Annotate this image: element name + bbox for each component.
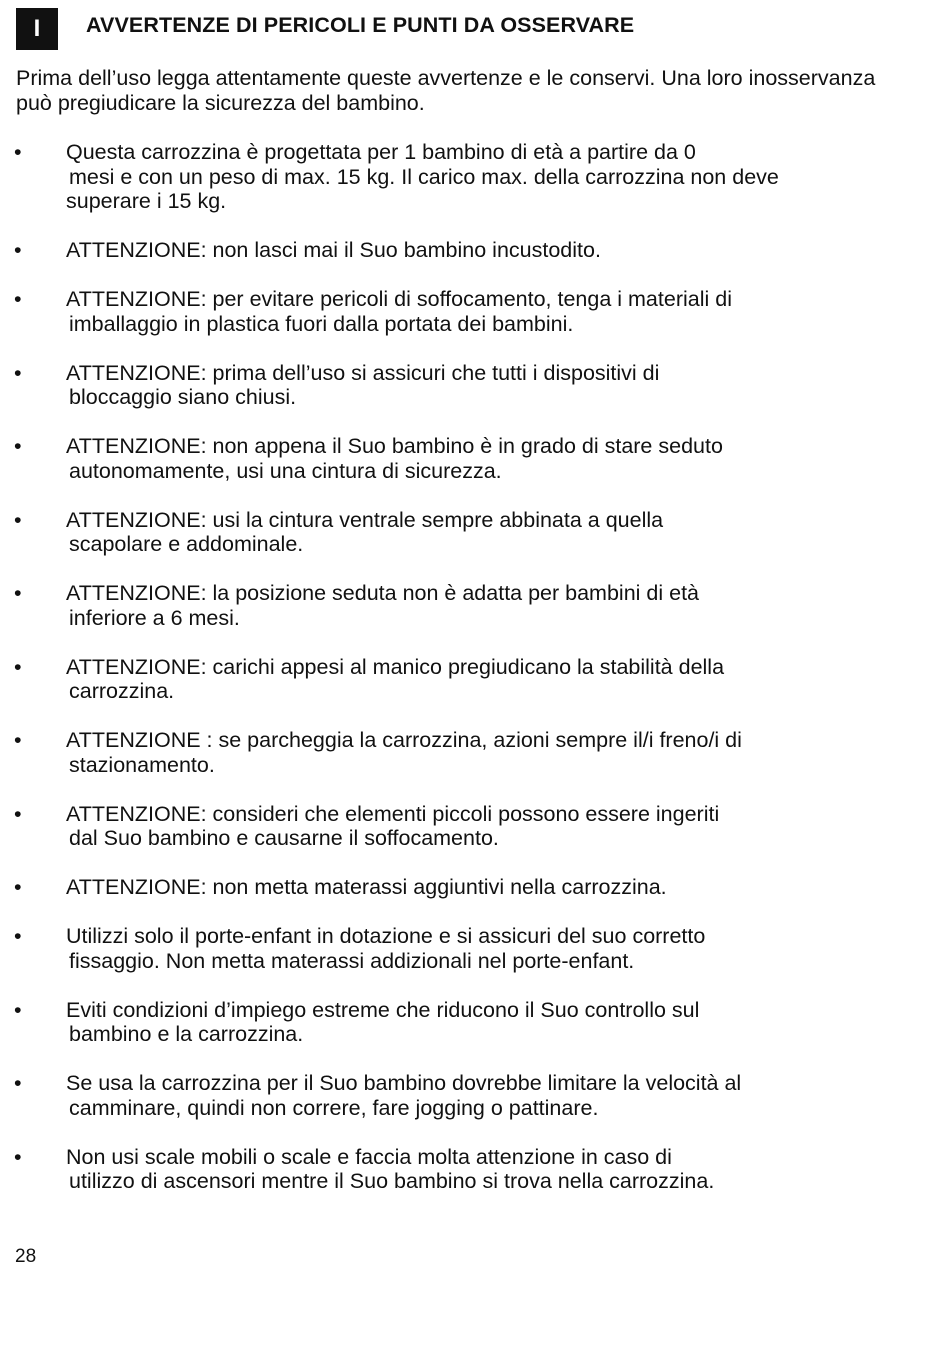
bullet-icon: •	[14, 581, 22, 605]
warning-continuation: dal Suo bambino e causarne il soffocamento.	[69, 826, 499, 850]
warning-continuation: imballaggio in plastica fuori dalla portata dei bambini.	[69, 311, 574, 336]
warning-first-line: Questa carrozzina è progettata per 1 bambino di età a partire da 0	[66, 140, 696, 164]
warning-first-line: Se usa la carrozzina per il Suo bambino dovrebbe limitare la velocità al	[66, 1071, 742, 1095]
bullet-icon: •	[14, 360, 22, 385]
warning-continuation: utilizzo di ascensori mentre il Suo bambino si trova nella carrozzina.	[69, 1169, 715, 1193]
warning-item	[0, 802, 846, 851]
warning-text	[66, 140, 846, 214]
bullet-icon: •	[14, 924, 22, 948]
warning-item	[0, 1145, 846, 1194]
warning-first-line: ATTENZIONE: non appena il Suo bambino è in grado di stare seduto	[66, 434, 723, 458]
warning-text	[66, 581, 846, 630]
intro-paragraph: Prima dell’uso legga attentamente queste avvertenze e le conservi. Una loro inosservanza può pregiudicare la sicurezza del bambino.	[16, 66, 876, 115]
section-title: AVVERTENZE DI PERICOLI E PUNTI DA OSSERVARE	[86, 12, 635, 37]
warning-text	[66, 875, 846, 900]
bullet-icon: •	[14, 801, 22, 826]
bullet-icon: •	[14, 654, 22, 679]
warning-item	[0, 287, 846, 336]
bullet-icon: •	[14, 728, 22, 752]
warning-text	[66, 287, 846, 336]
warning-continuation: scapolare e addominale.	[69, 532, 304, 556]
warning-item	[0, 238, 846, 263]
page-number: 28	[15, 1246, 37, 1267]
warning-item	[0, 875, 846, 900]
warning-item	[0, 361, 846, 410]
warning-item	[0, 924, 846, 973]
bullet-icon: •	[14, 238, 22, 262]
warning-text	[66, 238, 846, 263]
warning-text	[66, 1071, 846, 1120]
warning-continuation: bloccaggio siano chiusi.	[69, 385, 297, 409]
bullet-icon: •	[14, 875, 22, 899]
warnings-list	[0, 140, 900, 1218]
warning-first-line: ATTENZIONE: non metta materassi aggiuntivi nella carrozzina.	[66, 875, 667, 899]
warning-continuation: fissaggio. Non metta materassi addizionali nel porte-enfant.	[69, 948, 635, 973]
warning-continuation: mesi e con un peso di max. 15 kg. Il carico max. della carrozzina non deve superare i 15 kg.	[66, 164, 779, 213]
warning-first-line: Utilizzi solo il porte-enfant in dotazione e si assicuri del suo corretto	[66, 924, 706, 948]
warning-text	[66, 1145, 846, 1194]
warning-text	[66, 924, 846, 973]
warning-item	[0, 1071, 846, 1120]
warning-continuation: carrozzina.	[69, 679, 175, 703]
warning-item	[0, 655, 846, 704]
warning-continuation: inferiore a 6 mesi.	[69, 605, 240, 630]
warning-text	[66, 655, 846, 704]
warning-first-line: ATTENZIONE: la posizione seduta non è adatta per bambini di età	[66, 581, 700, 605]
warning-item	[0, 140, 846, 214]
warning-item	[0, 508, 846, 557]
warning-first-line: ATTENZIONE: carichi appesi al manico pregiudicano la stabilità della	[66, 654, 725, 679]
warning-first-line: ATTENZIONE: consideri che elementi piccoli possono essere ingeriti	[66, 801, 720, 826]
warning-item	[0, 581, 846, 630]
language-badge: I	[16, 8, 58, 50]
warning-continuation: camminare, quindi non correre, fare jogging o pattinare.	[69, 1095, 599, 1120]
warning-first-line: Eviti condizioni d’impiego estreme che riducono il Suo controllo sul	[66, 997, 700, 1022]
warning-text	[66, 728, 846, 777]
bullet-icon: •	[14, 1144, 22, 1169]
bullet-icon: •	[14, 1071, 22, 1095]
warning-text	[66, 361, 846, 410]
warning-continuation: autonomamente, usi una cintura di sicurezza.	[69, 458, 502, 483]
warning-item	[0, 728, 846, 777]
warning-continuation: stazionamento.	[69, 752, 215, 777]
warning-first-line: ATTENZIONE: non lasci mai il Suo bambino incustodito.	[66, 238, 601, 262]
warning-text	[66, 434, 846, 483]
warning-first-line: ATTENZIONE: prima dell’uso si assicuri che tutti i dispositivi di	[66, 360, 660, 385]
warning-text	[66, 508, 846, 557]
bullet-icon: •	[14, 997, 22, 1022]
warning-first-line: ATTENZIONE: usi la cintura ventrale sempre abbinata a quella	[66, 507, 664, 532]
warning-continuation: bambino e la carrozzina.	[69, 1022, 304, 1046]
warning-first-line: ATTENZIONE: per evitare pericoli di soffocamento, tenga i materiali di	[66, 287, 732, 311]
warning-item	[0, 998, 846, 1047]
bullet-icon: •	[14, 287, 22, 311]
bullet-icon: •	[14, 140, 22, 164]
section-header	[16, 8, 634, 50]
bullet-icon: •	[14, 507, 22, 532]
warning-item	[0, 434, 846, 483]
warning-text	[66, 802, 846, 851]
bullet-icon: •	[14, 434, 22, 458]
warning-first-line: ATTENZIONE : se parcheggia la carrozzina, azioni sempre il/i freno/i di	[66, 728, 742, 752]
warning-text	[66, 998, 846, 1047]
warning-first-line: Non usi scale mobili o scale e faccia molta attenzione in caso di	[66, 1144, 672, 1169]
